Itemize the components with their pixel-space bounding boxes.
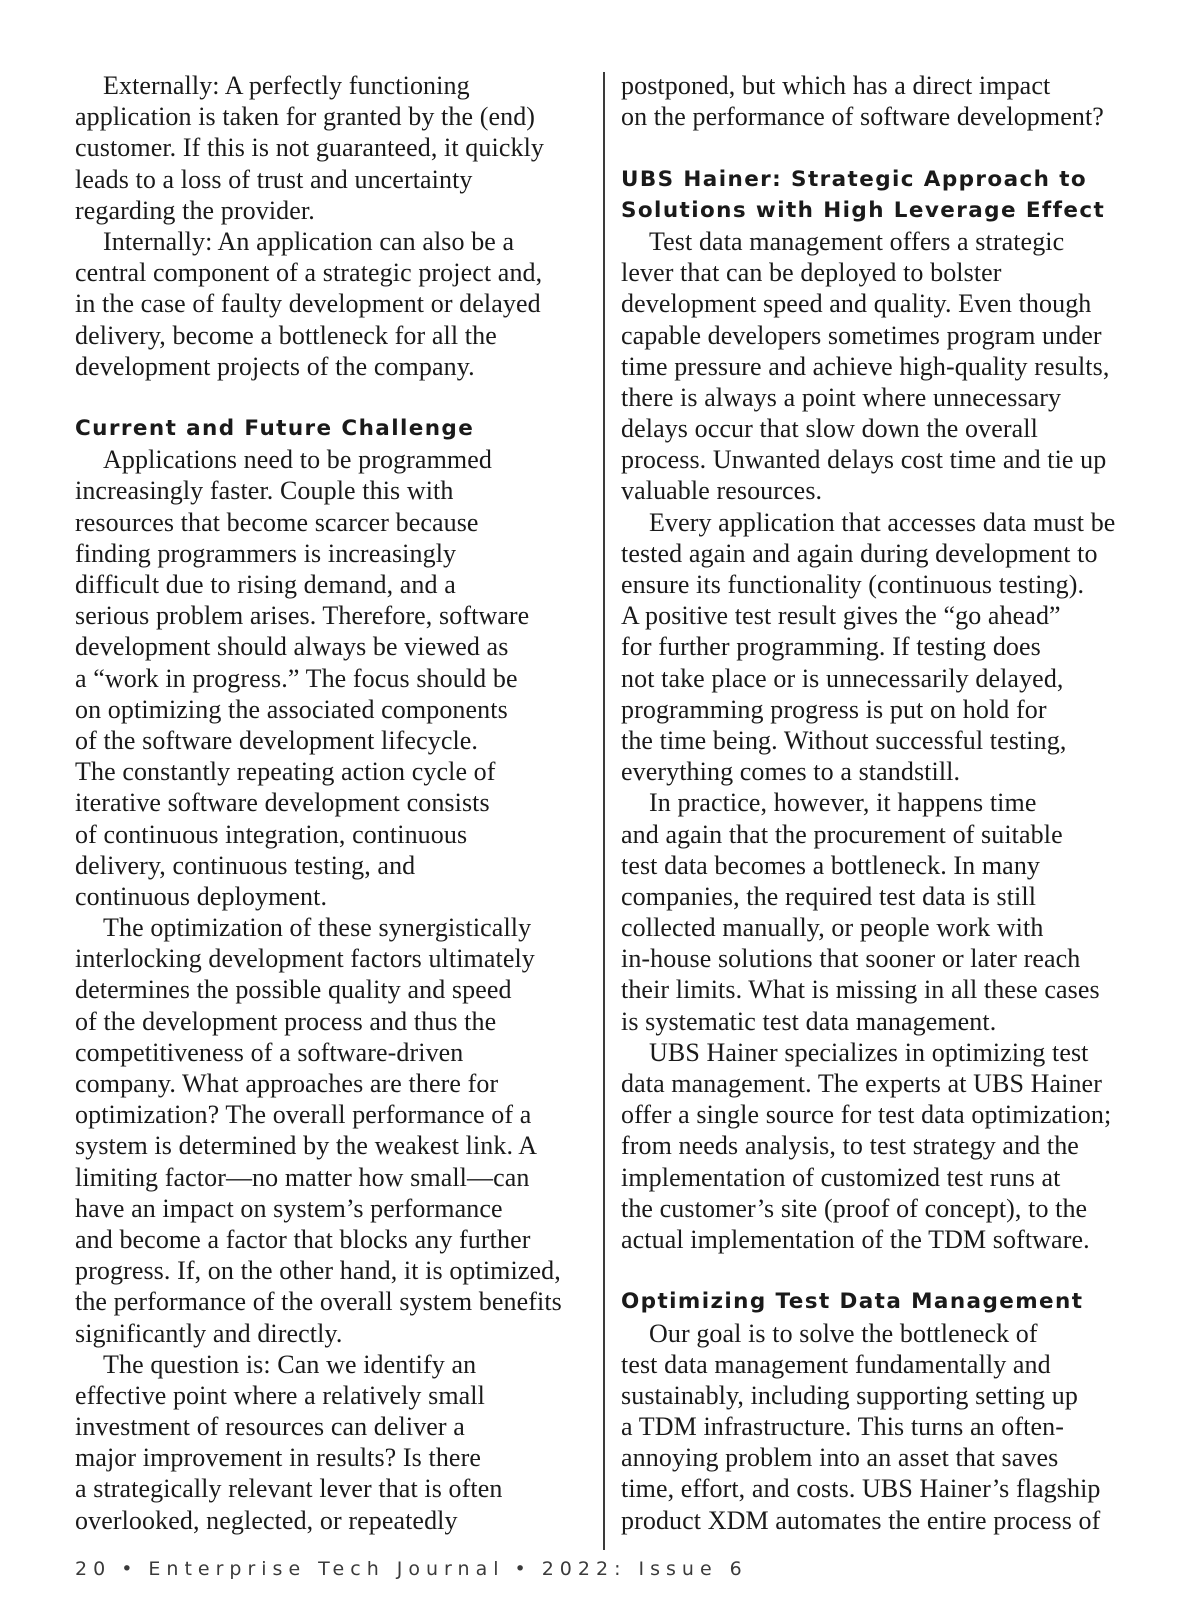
paragraph-line: delivery, become a bottleneck for all the <box>75 320 497 350</box>
paragraph-line: a TDM infrastructure. This turns an often- <box>621 1412 1064 1442</box>
paragraph-line: significantly and directly. <box>75 1318 343 1348</box>
paragraph-line: data management. The experts at UBS Hainer <box>621 1069 1102 1098</box>
paragraph-line: tested again and again during development to <box>621 538 1098 568</box>
paragraph-line: finding programmers is increasingly <box>75 538 457 568</box>
paragraph-line: time pressure and achieve high-quality results, <box>621 351 1110 381</box>
paragraph-line: postponed, but which has a direct impact <box>621 71 1051 100</box>
paragraph-line: investment of resources can deliver a <box>75 1412 465 1442</box>
footer-separator: • <box>121 1558 139 1580</box>
paragraph-line: and again that the procurement of suitable <box>621 819 1063 849</box>
section-spacer <box>75 382 585 413</box>
paragraph-line: programming progress is put on hold for <box>621 694 1047 724</box>
paragraph-line: from needs analysis, to test strategy and the <box>621 1131 1079 1161</box>
paragraph-line: valuable resources. <box>621 476 823 506</box>
paragraph-line: limiting factor—no matter how small—can <box>75 1162 530 1192</box>
paragraph-line: UBS Hainer specializes in optimizing test <box>649 1037 1089 1067</box>
paragraph-line: Test data management offers a strategic <box>649 226 1065 256</box>
paragraph-line: in-house solutions that sooner or later reach <box>621 944 1081 974</box>
paragraph-line: not take place or is unnecessarily delayed, <box>621 663 1064 693</box>
column-divider <box>603 72 605 1550</box>
section-heading: Current and Future Challenge <box>75 416 475 442</box>
paragraph-line: actual implementation of the TDM software. <box>621 1224 1090 1254</box>
paragraph-line: Externally: A perfectly functioning <box>103 71 470 100</box>
paragraph-line: everything comes to a standstill. <box>621 757 961 787</box>
paragraph-line: The constantly repeating action cycle of <box>75 757 496 787</box>
paragraph-line: in the case of faulty development or delayed <box>75 289 541 319</box>
paragraph-line: development speed and quality. Even though <box>621 289 1092 319</box>
paragraph-line: company. What approaches are there for <box>75 1069 499 1098</box>
paragraph-line: and become a factor that blocks any further <box>75 1224 531 1254</box>
paragraph-line: there is always a point where unnecessary <box>621 382 1062 412</box>
paragraph-line: iterative software development consists <box>75 788 490 818</box>
paragraph-line: A positive test result gives the “go ahead” <box>621 601 1061 631</box>
paragraph-line: test data management fundamentally and <box>621 1349 1051 1379</box>
paragraph-line: the customer’s site (proof of concept), to the <box>621 1193 1088 1223</box>
paragraph-line: system is determined by the weakest link. A <box>75 1131 538 1161</box>
paragraph-line: major improvement in results? Is there <box>75 1443 481 1473</box>
paragraph-line: of the development process and thus the <box>75 1006 497 1036</box>
paragraph-line: ensure its functionality (continuous testing). <box>621 570 1085 599</box>
paragraph-line: In practice, however, it happens time <box>649 788 1037 818</box>
paragraph-line: is systematic test data management. <box>621 1006 997 1036</box>
paragraph-line: have an impact on system’s performance <box>75 1193 503 1223</box>
paragraph-line: of the software development lifecycle. <box>75 725 479 755</box>
paragraph-line: Our goal is to solve the bottleneck of <box>649 1318 1038 1348</box>
section-spacer <box>621 1255 1131 1286</box>
paragraph-line: on optimizing the associated components <box>75 694 508 724</box>
paragraph-line: development projects of the company. <box>75 351 475 381</box>
paragraph-line: offer a single source for test data optimization; <box>621 1100 1112 1130</box>
paragraph-line: resources that become scarcer because <box>75 507 479 537</box>
paragraph-line: application is taken for granted by the (end) <box>75 102 536 132</box>
paragraph-line: determines the possible quality and speed <box>75 975 512 1005</box>
paragraph-line: Applications need to be programmed <box>103 445 492 475</box>
paragraph-line: development should always be viewed as <box>75 632 509 662</box>
paragraph-line: annoying problem into an asset that saves <box>621 1443 1059 1473</box>
paragraph-line: The optimization of these synergistically <box>103 913 532 943</box>
paragraph-line: optimization? The overall performance of a <box>75 1100 532 1130</box>
paragraph-line: a “work in progress.” The focus should be <box>75 663 518 693</box>
paragraph-line: delays occur that slow down the overall <box>621 414 1038 444</box>
paragraph-line: increasingly faster. Couple this with <box>75 476 454 506</box>
footer-separator: • <box>514 1558 532 1580</box>
paragraph-line: companies, the required test data is still <box>621 881 1037 911</box>
page-footer <box>75 1558 748 1580</box>
section-heading: Solutions with High Leverage Effect <box>621 197 1106 223</box>
paragraph-line: progress. If, on the other hand, it is optimized, <box>75 1256 561 1286</box>
paragraph-line: overlooked, neglected, or repeatedly <box>75 1505 458 1535</box>
page-number: 20 <box>75 1558 112 1580</box>
paragraph-line: test data becomes a bottleneck. In many <box>621 850 1041 880</box>
paragraph-line: lever that can be deployed to bolster <box>621 258 1002 288</box>
paragraph-line: regarding the provider. <box>75 195 315 225</box>
paragraph-line: the performance of the overall system benefits <box>75 1287 562 1317</box>
paragraph-line: of continuous integration, continuous <box>75 819 468 849</box>
paragraph-line: product XDM automates the entire process of <box>621 1505 1101 1535</box>
paragraph-line: competitiveness of a software-driven <box>75 1037 464 1067</box>
issue-label: 2022: Issue 6 <box>541 1558 748 1580</box>
paragraph-line: Every application that accesses data must be <box>649 507 1116 537</box>
paragraph-line: central component of a strategic project and, <box>75 258 543 288</box>
paragraph-line: delivery, continuous testing, and <box>75 850 416 880</box>
paragraph-line: sustainably, including supporting setting up <box>621 1380 1078 1410</box>
paragraph-line: collected manually, or people work with <box>621 913 1044 943</box>
paragraph-line: leads to a loss of trust and uncertainty <box>75 164 473 194</box>
paragraph-line: process. Unwanted delays cost time and tie up <box>621 445 1107 475</box>
paragraph-line: The question is: Can we identify an <box>103 1349 477 1379</box>
paragraph-line: a strategically relevant lever that is often <box>75 1474 503 1504</box>
paragraph-line: the time being. Without successful testing, <box>621 725 1067 755</box>
paragraph-line: serious problem arises. Therefore, software <box>75 601 530 631</box>
paragraph-line: difficult due to rising demand, and a <box>75 570 456 599</box>
paragraph-line: time, effort, and costs. UBS Hainer’s flagship <box>621 1474 1101 1504</box>
paragraph-line: on the performance of software development? <box>621 102 1104 132</box>
paragraph-line: for further programming. If testing does <box>621 632 1041 662</box>
section-heading: Optimizing Test Data Management <box>621 1289 1084 1315</box>
paragraph-line: continuous deployment. <box>75 881 328 911</box>
paragraph-line: effective point where a relatively small <box>75 1380 485 1410</box>
paragraph-line: implementation of customized test runs at <box>621 1162 1061 1192</box>
right-column <box>621 70 1131 1536</box>
paragraph-line: their limits. What is missing in all these cases <box>621 975 1100 1005</box>
section-spacer <box>621 132 1131 163</box>
section-heading: UBS Hainer: Strategic Approach to <box>621 166 1088 192</box>
paragraph-line: interlocking development factors ultimately <box>75 944 535 974</box>
paragraph-line: Internally: An application can also be a <box>103 226 515 256</box>
paragraph-line: customer. If this is not guaranteed, it quickly <box>75 133 544 163</box>
paragraph-line: capable developers sometimes program under <box>621 320 1102 350</box>
left-column <box>75 70 585 1536</box>
publication-name: Enterprise Tech Journal <box>148 1558 505 1580</box>
